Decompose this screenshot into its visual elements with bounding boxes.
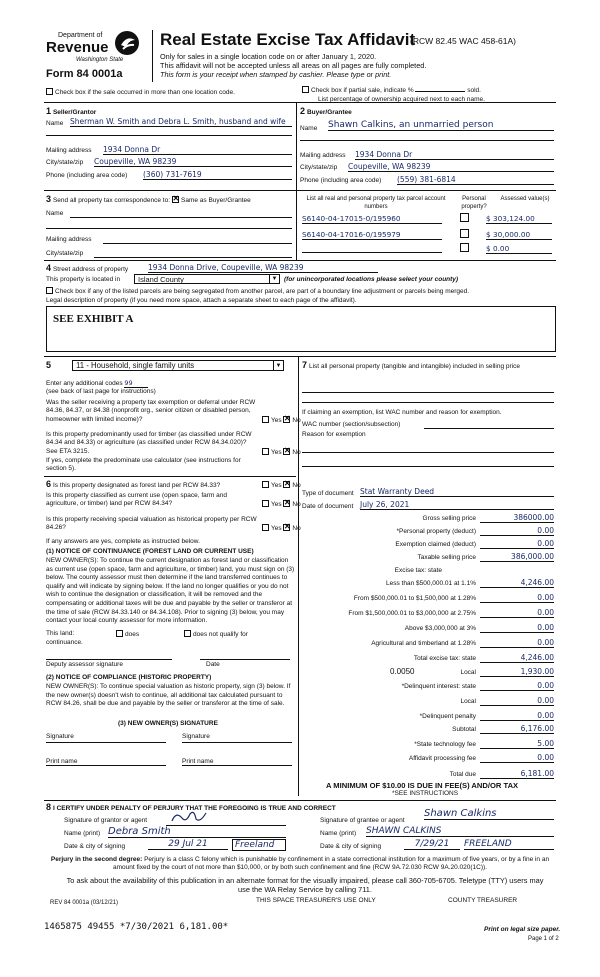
- calc-label-personal: *Personal property (deduct): [396, 528, 476, 535]
- grantor-signature-scribble: [170, 809, 210, 825]
- timber-question: Is this property predominantly used for timber (as classified under RCW 84.34 and 84.33) or agriculture (as classified under RCW 84.34.020)? See ETA 3215.: [46, 431, 252, 455]
- calc-value-interest-local[interactable]: 0.00: [480, 696, 554, 706]
- historical-no-label: No: [292, 525, 301, 532]
- calc-value-gross[interactable]: 386000.00: [480, 513, 554, 523]
- legal-description-box[interactable]: [46, 306, 556, 352]
- parcel-number-2[interactable]: S6140-04-17016-0/195979: [302, 230, 442, 240]
- grantee-name-field[interactable]: SHAWN CALKINS: [366, 826, 554, 837]
- parcel-personal-3-checkbox[interactable]: [460, 243, 469, 252]
- seller-phone-field[interactable]: (360) 731-7619: [143, 170, 292, 180]
- buyer-heading: [300, 106, 352, 116]
- buyer-city-field[interactable]: Coupeville, WA 98239: [348, 162, 554, 172]
- page-number: Page 1 of 2: [528, 936, 559, 942]
- multi-location-label: Check box if the sale occurred in more than one location code.: [55, 89, 235, 96]
- perjury-text: Perjury is a class C felony which is punishable by confinement in a state correctional institution for a maximum of five years, or by a fine in an amount fixed by the court of not more than $10,000, or by both such confinement and fine (RCW 9A.72.030 RCW 9A.20.020(1C)).: [113, 856, 550, 871]
- notice-2-text: NEW OWNER(S): To continue special valuation as historic property, sign (3) below. If the new owner(s) doesn't wish to continue, all additional tax calculated pursuant to RCW 84.26, shall be due and payable by the seller or transferor at the time of sale.: [46, 683, 291, 708]
- calc-value-tier-3[interactable]: 0.00: [480, 608, 554, 618]
- parcel-number-3[interactable]: [302, 244, 442, 253]
- chevron-down-icon[interactable]: ▼: [269, 275, 279, 283]
- parcel-number-1[interactable]: S6140-04-17015-0/195960: [302, 214, 442, 224]
- calc-label-exemption: Exemption claimed (deduct): [395, 541, 476, 548]
- timber-yes-checkbox[interactable]: [262, 448, 269, 455]
- forest-question-row: [46, 479, 258, 489]
- section-3-city-field[interactable]: [94, 250, 292, 258]
- exemption-yes-checkbox[interactable]: [262, 416, 269, 423]
- current-use-no-label: No: [292, 501, 301, 508]
- parcel-personal-2-checkbox[interactable]: [460, 229, 469, 238]
- calc-label-total-state: Total excise tax: state: [413, 655, 476, 662]
- buyer-mailing-label: Mailing address: [300, 152, 346, 159]
- calc-value-technology[interactable]: 5.00: [480, 739, 554, 749]
- calc-value-taxable[interactable]: 386,000.00: [480, 552, 554, 562]
- calc-value-interest-state[interactable]: 0.00: [480, 681, 554, 691]
- segregated-label: Check box if any of the listed parcels are being segregated from another parcel, are part of a boundary line adjustment or parcels being merged.: [55, 288, 470, 295]
- partial-sale-checkbox[interactable]: [302, 86, 309, 93]
- section-7-heading-text: List all personal property (tangible and intangible) included in selling price: [308, 363, 520, 370]
- parcel-col-3: Assessed value(s): [500, 196, 550, 202]
- does-not-label: does not qualify for: [193, 631, 248, 638]
- reason-label: Reason for exemption: [302, 431, 366, 438]
- street-label: Street address of property: [52, 266, 129, 273]
- parcel-col-1: List all real and personal property tax parcel account numbers: [306, 196, 446, 210]
- header-note-3: This form is your receipt when stamped by cashier. Please type or print.: [160, 70, 392, 79]
- grantee-signature-field[interactable]: Shawn Calkins: [424, 808, 554, 820]
- form-statute: (RCW 82.45 WAC 458-61A): [410, 36, 516, 46]
- calc-value-local[interactable]: 1,930.00: [480, 667, 554, 677]
- use-code-value: 11 - Household, single family units: [76, 361, 195, 370]
- exemption-claim-label: If claiming an exemption, list WAC number and reason for exemption.: [302, 409, 502, 416]
- calc-value-tier-4[interactable]: 0.00: [480, 623, 554, 633]
- county-treasurer-label: COUNTY TREASURER: [448, 897, 518, 904]
- timber-no-label: No: [292, 449, 301, 456]
- legal-label: Legal description of property (if you need more space, attach a separate sheet to each page of the affidavit).: [46, 297, 357, 304]
- continuance-label: continuance.: [46, 639, 83, 646]
- availability-note: To ask about the availability of this publication in an alternate format for the visually impaired, please call 360-705-6705. Teletype (TTY) users may use the WA Relay Service by calling 711.: [66, 876, 544, 894]
- forest-yes-label: Yes: [271, 482, 282, 489]
- this-land-label: This land:: [46, 630, 75, 637]
- current-use-yes-label: Yes: [271, 501, 282, 508]
- calc-label-total-due: Total due: [449, 771, 476, 778]
- section-3-mailing-field[interactable]: [103, 236, 292, 244]
- section-4-street: [46, 263, 128, 273]
- notice-2-title: (2) NOTICE OF COMPLIANCE (HISTORIC PROPERTY): [46, 674, 212, 681]
- department-logo: [44, 28, 144, 84]
- form-title: Real Estate Excise Tax Affidavit: [160, 30, 416, 49]
- owner-signature-label-2: Signature: [182, 733, 210, 740]
- section-8-number: 8: [46, 802, 52, 812]
- cashier-stamp: 1465875 49455 *7/30/2021 6,181.00*: [44, 922, 229, 932]
- additional-codes-field[interactable]: 99: [124, 379, 148, 388]
- calc-label-subtotal: Subtotal: [452, 726, 476, 733]
- seller-heading-text: Seller/Grantor: [52, 109, 97, 116]
- parcel-personal-1-checkbox[interactable]: [460, 213, 469, 222]
- calc-label-gross: Gross selling price: [422, 515, 476, 522]
- partial-sale-check[interactable]: [302, 86, 481, 94]
- owner-print-name-label-2: Print name: [182, 758, 214, 765]
- partial-sale-label: Check box if partial sale, indicate %: [311, 87, 414, 94]
- grantor-city-field[interactable]: Freeland: [232, 839, 286, 851]
- forest-answer[interactable]: [262, 481, 301, 489]
- wac-label: WAC number (section/subsection): [302, 421, 401, 428]
- header-note-1: Only for sales in a single location code on or after January 1, 2020.: [160, 52, 377, 61]
- county-label: This property is located in: [46, 276, 121, 283]
- grantee-city-field[interactable]: FREELAND: [464, 839, 554, 850]
- section-3-number: 3: [46, 194, 52, 204]
- section-3-heading: [46, 194, 251, 204]
- calc-label-agricultural: Agricultural and timberland at 1.28%: [371, 640, 476, 647]
- grantor-date-label: Date & city of signing: [64, 843, 126, 850]
- forest-yes-checkbox[interactable]: [262, 481, 269, 488]
- section-2-number: 2: [300, 106, 306, 116]
- deputy-date-label: Date: [206, 661, 220, 668]
- this-land-row: [46, 630, 74, 637]
- calc-label-tier-2: From $500,000.01 to $1,500,000 at 1.28%: [353, 595, 476, 602]
- historical-yes-label: Yes: [271, 525, 282, 532]
- seller-mailing-label: Mailing address: [46, 147, 92, 154]
- buyer-phone-field[interactable]: (559) 381-6814: [397, 175, 554, 185]
- calc-label-excise-state: Excise tax: state: [394, 567, 442, 574]
- historical-yes-checkbox[interactable]: [262, 524, 269, 531]
- timber-yes-label: Yes: [271, 449, 282, 456]
- timber-note: If yes, complete the predominate use calculator (see instructions for section 5).: [46, 457, 241, 473]
- grantor-name-label: Name (print): [64, 830, 101, 837]
- current-use-question: Is this property classified as current use (open space, farm and agriculture, or timber) land per RCW 84.34?: [46, 492, 228, 508]
- calc-value-exemption[interactable]: 0.00: [480, 539, 554, 549]
- historical-answer[interactable]: [262, 524, 301, 532]
- additional-codes-label: Enter any additional codes: [46, 380, 123, 387]
- agency-state: Washington State: [76, 57, 124, 63]
- exemption-no-checkbox[interactable]: [283, 416, 290, 423]
- calc-label-tier-4: Above $3,000,000 at 3%: [404, 625, 476, 632]
- section-7-number: 7: [302, 360, 308, 370]
- doc-date-label: Date of document: [302, 503, 354, 510]
- calc-label-interest-local: Local: [460, 698, 476, 705]
- section-3-name-label: Name: [46, 210, 64, 217]
- exemption-no-label: No: [292, 417, 301, 424]
- same-as-buyer-checkbox[interactable]: [172, 196, 179, 203]
- agency-line1: Department of: [58, 32, 103, 39]
- calc-value-agricultural[interactable]: 0.00: [480, 638, 554, 648]
- buyer-phone-label: Phone (including area code): [300, 177, 382, 184]
- agency-name: Revenue: [46, 39, 109, 56]
- exemption-yes-label: Yes: [271, 417, 282, 424]
- multi-location-checkbox[interactable]: [46, 88, 53, 95]
- multi-location-check[interactable]: [46, 88, 235, 96]
- seller-heading: [46, 106, 96, 116]
- buyer-heading-text: Buyer/Grantee: [306, 109, 352, 116]
- see-instructions: *SEE INSTRUCTIONS: [392, 790, 459, 797]
- minimum-fee-note: A MINIMUM OF $10.00 IS DUE IN FEE(S) AND/OR TAX: [326, 781, 519, 790]
- does-not-checkbox[interactable]: [184, 630, 191, 637]
- perjury-statement: [40, 856, 560, 872]
- does-checkbox[interactable]: [116, 630, 123, 637]
- county-note: (for unincorporated locations please select your county): [284, 276, 459, 283]
- exemption-answer[interactable]: [262, 416, 301, 424]
- seller-city-field[interactable]: Coupeville, WA 98239: [94, 157, 292, 167]
- current-use-no-checkbox[interactable]: [283, 500, 290, 507]
- calc-label-tier-3: From $1,500,000.01 to $3,000,000 at 2.75%: [348, 610, 476, 617]
- calc-value-subtotal[interactable]: 6,176.00: [480, 724, 554, 734]
- section-3-name-field[interactable]: [70, 210, 292, 218]
- section-4-number: 4: [46, 263, 52, 273]
- grantee-date-field[interactable]: 7/29/21: [404, 839, 460, 850]
- same-as-buyer-label: Same as Buyer/Grantee: [181, 197, 251, 204]
- forest-no-checkbox[interactable]: [283, 481, 290, 488]
- owner-signature-label-1: Signature: [46, 733, 74, 740]
- section-7-heading: [302, 360, 552, 370]
- historical-no-checkbox[interactable]: [283, 524, 290, 531]
- seller-city-label: City/state/zip: [46, 159, 84, 166]
- use-code-select[interactable]: [72, 360, 284, 371]
- section-3-mailing-label: Mailing address: [46, 236, 92, 243]
- section-8-heading-text: I CERTIFY UNDER PENALTY OF PERJURY THAT THE FOREGOING IS TRUE AND CORRECT: [52, 805, 336, 812]
- calc-value-penalty[interactable]: 0.00: [480, 711, 554, 721]
- form-number: Form 84 0001a: [46, 68, 123, 80]
- calc-label-local: Local: [460, 669, 476, 676]
- seller-name-field[interactable]: Sherman W. Smith and Debra L. Smith, husband and wife: [70, 117, 292, 127]
- buyer-city-label: City/state/zip: [300, 164, 338, 171]
- grantee-signature-label: Signature of grantee or agent: [320, 817, 405, 824]
- doc-type-field[interactable]: Stat Warranty Deed: [360, 487, 554, 497]
- calc-value-total-due[interactable]: 6,181.00: [480, 769, 554, 779]
- segregated-checkbox[interactable]: [46, 287, 53, 294]
- header-note-2: This affidavit will not be accepted unless all areas on all pages are fully completed.: [160, 61, 427, 70]
- section-1-number: 1: [46, 106, 52, 116]
- doc-type-label: Type of document: [302, 490, 354, 497]
- exemption-question: Was the seller receiving a property tax exemption or deferral under RCW 84.36, 84.37, or 84.38 (nonprofit org., senior citizen or disabled person, homeowner with limited income)?: [46, 399, 256, 423]
- partial-note: List percentage of ownership acquired next to each name.: [318, 96, 485, 103]
- timber-no-checkbox[interactable]: [283, 448, 290, 455]
- section-6-number: 6: [46, 479, 52, 489]
- wac-field[interactable]: [424, 421, 554, 429]
- deputy-signature-label: Deputy assessor signature: [46, 661, 123, 668]
- does-label: does: [125, 631, 140, 638]
- perjury-label: Perjury in the second degree:: [50, 856, 143, 863]
- owner-print-name-label-1: Print name: [46, 758, 78, 765]
- calc-value-personal[interactable]: 0.00: [480, 526, 554, 536]
- county-select-value: Island County: [138, 275, 184, 284]
- calc-value-tier-2[interactable]: 0.00: [480, 593, 554, 603]
- parcel-value-2[interactable]: $ 30,000.00: [486, 230, 552, 240]
- new-owner-signature-title: (3) NEW OWNER(S) SIGNATURE: [118, 720, 218, 727]
- seller-name-label: Name: [46, 120, 64, 127]
- rev-number: REV 84 0001a (03/12/21): [50, 900, 119, 906]
- calc-label-penalty: *Delinquent penalty: [419, 713, 476, 720]
- street-address-field[interactable]: 1934 Donna Drive, Coupeville, WA 98239: [148, 263, 378, 273]
- grantor-name-field[interactable]: Debra Smith: [108, 826, 286, 838]
- does-not-check[interactable]: [184, 630, 248, 638]
- chevron-down-icon[interactable]: ▼: [273, 361, 283, 370]
- forest-no-label: No: [292, 482, 301, 489]
- parcel-value-3[interactable]: $ 0.00: [486, 244, 552, 254]
- revenue-logo-icon: [114, 30, 140, 56]
- grantor-date-field[interactable]: 29 Jul 21: [148, 839, 228, 850]
- current-use-answer[interactable]: [262, 500, 301, 508]
- county-select[interactable]: [134, 274, 280, 284]
- notice-1-title: (1) NOTICE OF CONTINUANCE (FOREST LAND OR CURRENT USE): [46, 548, 254, 555]
- print-legal-note: Print on legal size paper.: [484, 926, 561, 933]
- additional-codes: [46, 379, 148, 388]
- treasurer-only-label: THIS SPACE TREASURER'S USE ONLY: [256, 897, 376, 904]
- if-yes-note: If any answers are yes, complete as instructed below.: [46, 538, 200, 545]
- section-3-city-label: City/state/zip: [46, 250, 84, 257]
- calc-label-taxable: Taxable selling price: [417, 554, 476, 561]
- seller-mailing-field[interactable]: 1934 Donna Dr: [103, 145, 292, 155]
- grantee-date-label: Date & city of signing: [320, 843, 382, 850]
- calc-value-processing[interactable]: 0.00: [480, 753, 554, 763]
- historical-question: Is this property receiving special valuation as historical property per RCW 84.26?: [46, 516, 257, 532]
- grantee-name-label: Name (print): [320, 830, 357, 837]
- calc-label-interest-state: *Delinquent interest: state: [401, 683, 476, 690]
- calc-label-processing: Affidavit processing fee: [408, 755, 476, 762]
- buyer-name-label: Name: [300, 125, 318, 132]
- doc-date-field[interactable]: July 26, 2021: [360, 500, 554, 510]
- notice-1-text: NEW OWNER(S): To continue the current designation as forest land or classification as current use (open space, farm and agriculture, or timber) land, you must sign on (3) below. The county assessor must then determine if the land transferred continues to qualify and will indicate by signing below. If the land no longer qualifies or you do not wish to continue the designation or classification, it will be removed and the compensating or additional taxes will be due and payable by the seller or transferor at the time of sale (RCW 84.33.140 or 84.34.108). Prior to signing (3) below, you may contact your local county assessor for more information.: [46, 557, 295, 625]
- does-check[interactable]: [116, 630, 139, 638]
- section-3-heading-text: Send all property tax correspondence to:: [52, 197, 171, 204]
- buyer-name-field[interactable]: Shawn Calkins, an unmarried person: [328, 120, 554, 131]
- grantor-signature-label: Signature of grantor or agent: [64, 817, 148, 824]
- calc-label-technology: *State technology fee: [414, 741, 476, 748]
- local-rate: 0.0050: [390, 667, 415, 676]
- segregated-check[interactable]: [46, 287, 469, 295]
- parcel-value-1[interactable]: $ 303,124.00: [486, 214, 552, 224]
- grantor-signature-field[interactable]: [166, 817, 286, 826]
- forest-question: Is this property designated as forest land per RCW 84.33?: [52, 482, 221, 489]
- current-use-yes-checkbox[interactable]: [262, 500, 269, 507]
- section-5-number: 5: [46, 360, 52, 370]
- seller-phone-label: Phone (including area code): [46, 172, 128, 179]
- timber-answer[interactable]: [262, 448, 301, 456]
- additional-codes-note: (see back of last page for instructions): [46, 388, 156, 395]
- calc-value-total-state[interactable]: 4,246.00: [480, 653, 554, 663]
- partial-sold-label: sold.: [467, 87, 481, 94]
- legal-description-text: SEE EXHIBIT A: [53, 313, 134, 325]
- parcel-col-2: Personal property?: [461, 196, 487, 210]
- buyer-mailing-field[interactable]: 1934 Donna Dr: [355, 150, 554, 160]
- calc-label-tier-1: Less than $500,000.01 at 1.1%: [386, 580, 476, 587]
- calc-value-tier-1[interactable]: 4,246.00: [480, 578, 554, 588]
